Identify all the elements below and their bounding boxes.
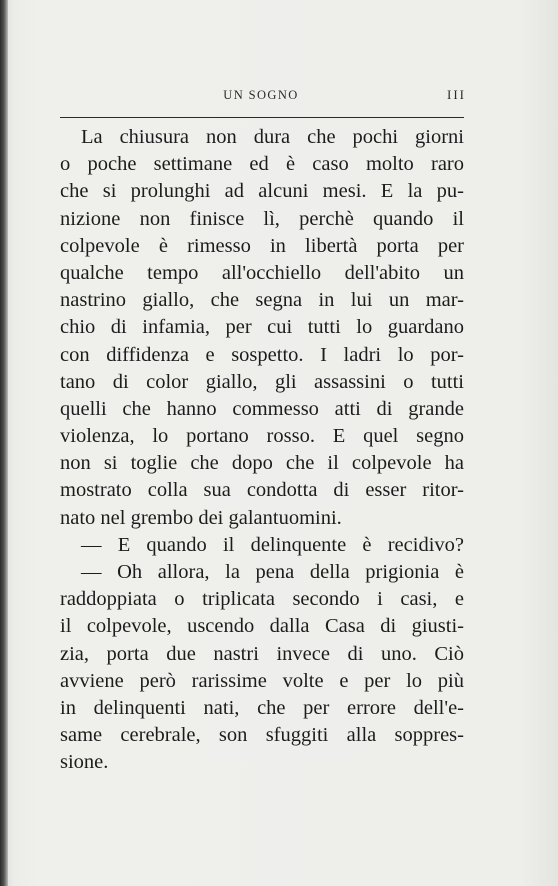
- text-line: zia, porta due nastri invece di uno. Ciò: [60, 642, 464, 665]
- text-line: mostrato colla sua condotta di esser ritor-: [60, 479, 464, 502]
- page-header: [60, 84, 466, 108]
- text-line: colpevole è rimesso in libertà porta per: [60, 234, 464, 257]
- text-line: o poche settimane ed è caso molto raro: [60, 153, 464, 176]
- text-line: chio di infamia, per cui tutti lo guardano: [60, 316, 464, 339]
- text-line: con diffidenza e sospetto. I ladri lo por-: [60, 343, 464, 366]
- text-line: tano di color giallo, gli assassini o tutti: [60, 370, 464, 393]
- text-line: nato nel grembo dei galantuomini.: [60, 506, 342, 529]
- text-line: in delinquenti nati, che per errore dell'e-: [60, 696, 464, 719]
- text-line: avviene però rarissime volte e per lo più: [60, 669, 464, 692]
- text-line: nastrino giallo, che segna in lui un mar-: [60, 289, 464, 312]
- body-text: [60, 124, 464, 777]
- text-line: nizione non finisce lì, perchè quando il: [60, 207, 464, 230]
- page-number: III: [447, 87, 466, 102]
- text-line: sione.: [60, 751, 109, 774]
- text-line: violenza, lo portano rosso. E quel segno: [60, 425, 464, 448]
- page-binding-edge: [0, 0, 8, 886]
- text-line: quelli che hanno commesso atti di grande: [60, 397, 464, 420]
- text-line: same cerebrale, son sfuggiti alla soppres-: [60, 724, 464, 747]
- header-rule: [60, 117, 464, 118]
- text-line: non si toglie che dopo che il colpevole ha: [60, 452, 464, 475]
- text-line: La chiusura non dura che pochi giorni: [81, 126, 464, 148]
- text-line: qualche tempo all'occhiello dell'abito un: [60, 261, 464, 284]
- text-line: che si prolunghi ad alcuni mesi. E la pu-: [60, 180, 464, 203]
- text-line: raddoppiata o triplicata secondo i casi, e: [60, 588, 464, 611]
- running-title: UN SOGNO: [223, 88, 299, 102]
- text-line: — E quando il delinquente è recidivo?: [81, 533, 464, 556]
- text-line: — Oh allora, la pena della prigionia è: [81, 561, 464, 583]
- text-line: il colpevole, uscendo dalla Casa di giusti-: [60, 615, 464, 638]
